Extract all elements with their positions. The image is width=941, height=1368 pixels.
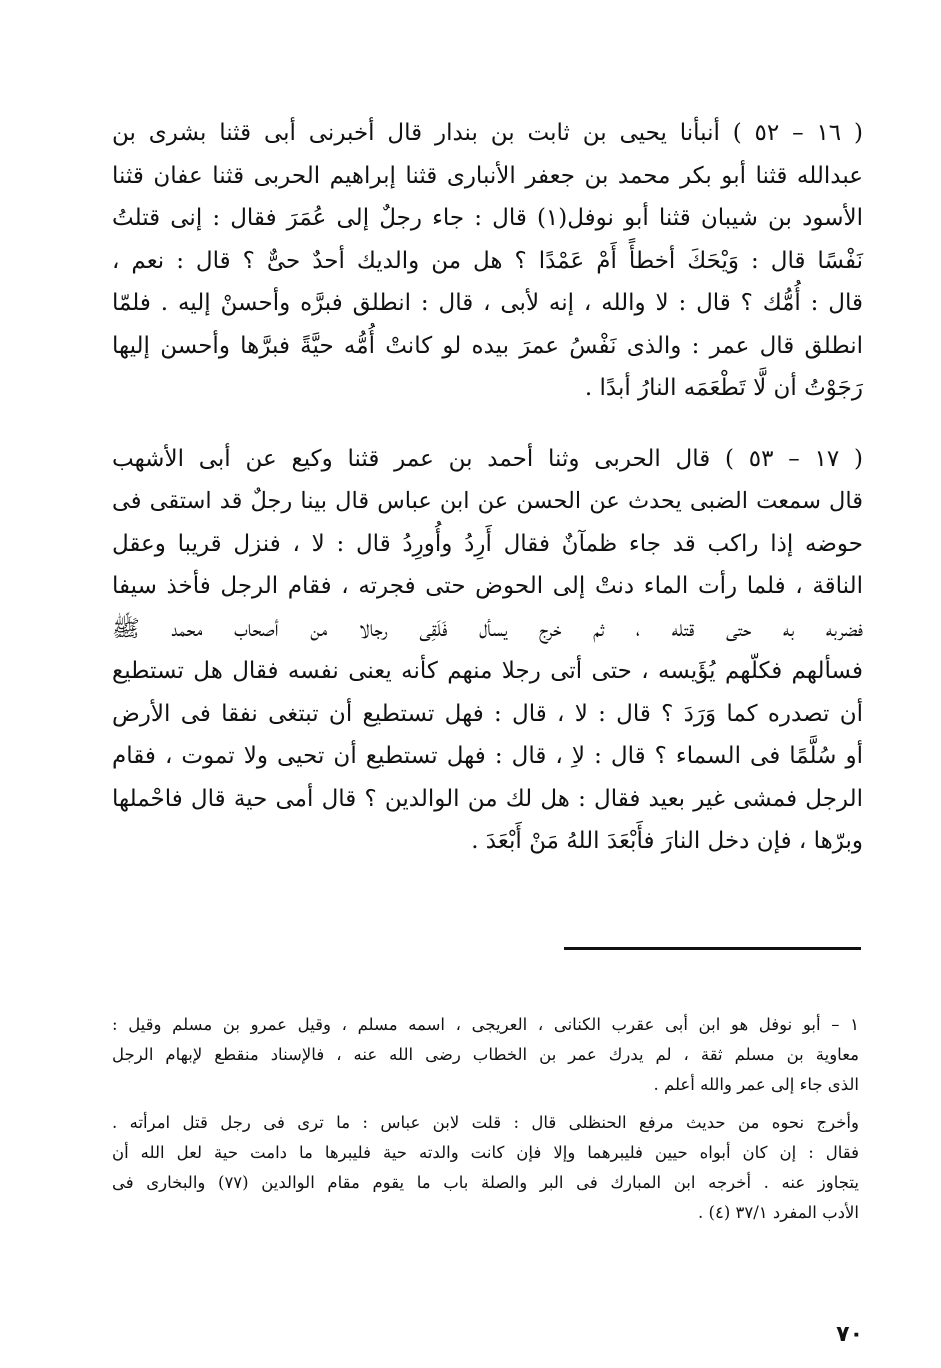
footnote-line: يتجاوز عنه . أخرجه ابن المبارك فى البر والصلة باب ما يقوم مقام الوالدين (٧٧) والبخارى فى xyxy=(112,1173,859,1192)
text-line: حوضه إذا راكب قد جاء ظمآنٌ فقال أَرِدُ وأُورِدُ قال : لا ، فنزل قريبا وعقل xyxy=(112,530,863,557)
page-number: ٧٠ xyxy=(836,1322,863,1347)
text-line: وبرّها ، فإن دخل النارَ فأَبْعَدَ اللهُ مَنْ أَبْعَدَ . xyxy=(471,828,863,854)
footnote-line: فقال : إن كان أبواه حيين فليبرهما وإلا فإن كانت والدته حية فليبرها ما دامت حية لعل الله أن xyxy=(112,1143,859,1162)
text-line: نَفْسًا قال : وَيْحَكَ أخطأً أَمْ عَمْدًا ؟ هل من والديك أحدٌ حىٌّ ؟ قال : نعم ، xyxy=(112,247,863,274)
text-line: الرجل فمشى غير بعيد فقال : هل لك من الوالدين ؟ قال أمى حية قال فاحْملها xyxy=(112,785,863,812)
hadith-paragraph-52 xyxy=(112,112,863,410)
text-line: قال سمعت الضبى يحدث عن الحسن عن ابن عباس قال بينا رجلٌ قد استقى فى xyxy=(112,488,863,514)
text-line: رَجَوْتُ أن لَّا تَطْعَمَه النارُ أبدًا . xyxy=(584,375,863,401)
footnote-line: ١ – أبو نوفل هو ابن أبى عقرب الكنانى ، العريجى ، اسمه مسلم ، وقيل عمرو بن مسلم وقيل : xyxy=(112,1015,859,1034)
main-text xyxy=(112,112,863,863)
footnote-2 xyxy=(112,1108,859,1228)
text-line: عبدالله قثنا أبو بكر محمد بن جعفر الأنبارى قثنا إبراهيم الحربى قثنا عفان قثنا xyxy=(112,162,863,189)
text-line: انطلق قال عمر : والذى نَفْسُ عمرَ بيده لو كانتْ أُمُّه حيَّةً فبرَّها وأحسن إليها xyxy=(112,332,863,359)
hadith-paragraph-53 xyxy=(112,438,863,863)
footnote-1 xyxy=(112,1010,859,1100)
text-line: الناقة ، فلما رأت الماء دنتْ إلى الحوض حتى فجرته ، فقام الرجل فأخذ سيفا xyxy=(112,573,863,599)
text-line: أو سُلَّمًا فى السماء ؟ قال : لاِ ، قال : فهل تستطيع أن تحيى ولا تموت ، فقام xyxy=(112,743,863,769)
text-line: فسألهم فكلّهم يُؤَيسه ، حتى أتى رجلا منهم كأنه يعنى نفسه فقال هل تستطيع xyxy=(112,658,863,684)
text-line: أن تصدره كما وَرَدَ ؟ قال : لا ، قال : فهل تستطيع أن تبتغى نفقا فى الأرض xyxy=(112,700,863,727)
text-line: الأسود بن شيبان قثنا أبو نوفل(١) قال : جاء رجلٌ إلى عُمَرَ فقال : إنى قتلتُ xyxy=(112,205,863,231)
text-line: فضربه به حتى قتله ، ثم خرج يسأل فَلَقِى رجالا من أصحاب محمد ﷺ xyxy=(112,615,863,642)
text-line: قال : أُمُّك ؟ قال : لا والله ، إنه لأبى ، قال : انطلق فبرَّه وأحسنْ إليه . فلمّا xyxy=(112,290,863,316)
footnote-separator xyxy=(564,947,861,950)
text-line: ( ١٦ – ٥٢ ) أنبأنا يحيى بن ثابت بن بندار قال أخبرنى أبى قثنا بشرى بن xyxy=(112,120,863,146)
footnote-line: الأدب المفرد ٣٧/١ (٤) . xyxy=(698,1203,859,1222)
footnotes xyxy=(112,1010,859,1228)
footnote-line: الذى جاء إلى عمر والله أعلم . xyxy=(653,1075,859,1094)
footnote-line: وأخرج نحوه من حديث مرفع الحنظلى قال : قلت لابن عباس : ما ترى فى رجل قتل امرأته . xyxy=(112,1113,859,1132)
footnote-line: معاوية بن مسلم ثقة ، لم يدرك عمر بن الخطاب رضى الله عنه ، فالإسناد منقطع لإبهام الرجل xyxy=(112,1045,859,1064)
text-line: ( ١٧ – ٥٣ ) قال الحربى وثنا أحمد بن عمر قثنا وكيع عن أبى الأشهب xyxy=(112,445,863,472)
